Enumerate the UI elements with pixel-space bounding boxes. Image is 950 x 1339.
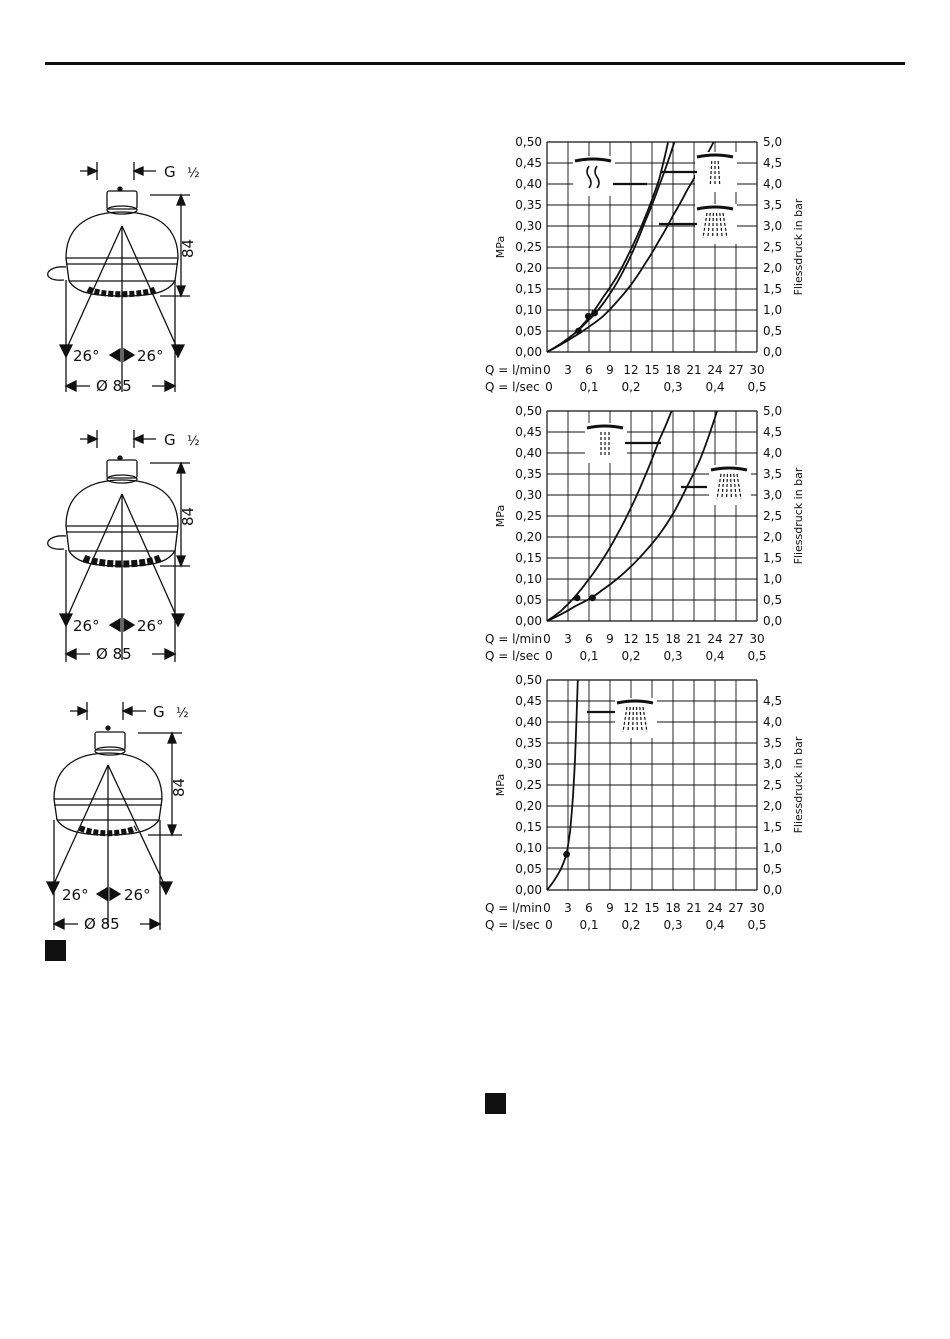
y2-tick-label: 1,0 [763, 572, 783, 586]
chart-2 [485, 404, 805, 663]
x-tick-lsec: 0,2 [621, 380, 641, 394]
x-axis-title-lsec: Q = l/sec [485, 918, 540, 932]
operating-point-marker [585, 313, 592, 320]
chart-1 [485, 135, 805, 394]
x-tick-lsec: 0,2 [621, 649, 641, 663]
y2-tick-label: 4,5 [763, 694, 783, 708]
x-tick-lmin: 30 [749, 363, 765, 377]
y2-tick-label: 1,5 [763, 551, 783, 565]
x-tick-lsec: 0 [545, 380, 553, 394]
operating-point-marker [563, 851, 570, 858]
y2-tick-label: 3,0 [763, 488, 783, 502]
thread-size-label: ½ [187, 166, 200, 181]
x-axis-title-lmin: Q = l/min [485, 632, 543, 646]
y2-tick-label: 3,5 [763, 467, 783, 481]
x-tick-lmin: 0 [543, 363, 551, 377]
y-tick-label: 0,20 [515, 261, 542, 275]
y2-tick-label: 3,0 [763, 219, 783, 233]
angle-left-label: 26° [62, 886, 89, 904]
x-tick-lsec: 0,5 [747, 918, 767, 932]
y-tick-label: 0,20 [515, 530, 542, 544]
y2-tick-label: 1,0 [763, 303, 783, 317]
x-tick-lmin: 18 [665, 901, 681, 915]
shower-head-drawing-1 [48, 162, 200, 395]
x-tick-lmin: 21 [686, 363, 702, 377]
y-tick-label: 0,20 [515, 799, 542, 813]
massage-jet-icon [695, 152, 737, 192]
x-tick-lmin: 12 [623, 632, 639, 646]
x-tick-lmin: 6 [585, 901, 593, 915]
x-tick-lmin: 24 [707, 363, 723, 377]
y2-axis-title: Fliessdruck in bar [792, 467, 805, 565]
y2-tick-label: 0,0 [763, 345, 783, 359]
x-tick-lsec: 0,3 [663, 918, 683, 932]
angle-right-label: 26° [124, 886, 151, 904]
diameter-label: Ø 85 [96, 645, 132, 663]
x-tick-lsec: 0,5 [747, 380, 767, 394]
y-tick-label: 0,25 [515, 778, 542, 792]
x-tick-lmin: 9 [606, 901, 614, 915]
y-tick-label: 0,10 [515, 303, 542, 317]
operating-point-marker [574, 595, 581, 602]
y-tick-label: 0,05 [515, 324, 542, 338]
y2-tick-label: 4,0 [763, 446, 783, 460]
y2-tick-label: 1,0 [763, 841, 783, 855]
chart-3 [485, 673, 805, 932]
rain-jet-icon [695, 204, 737, 244]
y-tick-label: 0,50 [515, 135, 542, 149]
rain-jet-icon [615, 698, 657, 738]
angle-right-label: 26° [137, 347, 164, 365]
angle-left-label: 26° [73, 347, 100, 365]
y2-tick-label: 4,0 [763, 715, 783, 729]
y2-axis-title: Fliessdruck in bar [792, 198, 805, 296]
thread-label: G [153, 703, 165, 721]
x-axis-title-lsec: Q = l/sec [485, 649, 540, 663]
x-axis-title-lsec: Q = l/sec [485, 380, 540, 394]
x-tick-lmin: 27 [728, 901, 744, 915]
angle-left-label: 26° [73, 617, 100, 635]
y-tick-label: 0,10 [515, 572, 542, 586]
x-axis-title-lmin: Q = l/min [485, 363, 543, 377]
y-tick-label: 0,00 [515, 883, 542, 897]
y-tick-label: 0,40 [515, 177, 542, 191]
y2-tick-label: 1,5 [763, 820, 783, 834]
y2-tick-label: 2,0 [763, 530, 783, 544]
y-tick-label: 0,15 [515, 551, 542, 565]
y-tick-label: 0,25 [515, 240, 542, 254]
y-tick-label: 0,00 [515, 614, 542, 628]
y-tick-label: 0,50 [515, 673, 542, 687]
thread-label: G [164, 431, 176, 449]
height-label: 84 [179, 506, 197, 526]
x-tick-lmin: 6 [585, 363, 593, 377]
y2-tick-label: 4,5 [763, 425, 783, 439]
height-label: 84 [170, 777, 188, 797]
y2-tick-label: 3,5 [763, 198, 783, 212]
y-tick-label: 0,45 [515, 156, 542, 170]
y2-tick-label: 1,5 [763, 282, 783, 296]
y-tick-label: 0,30 [515, 757, 542, 771]
diameter-label: Ø 85 [96, 377, 132, 395]
pressure-flow-charts [475, 130, 805, 940]
y2-tick-label: 2,0 [763, 261, 783, 275]
x-tick-lsec: 0,2 [621, 918, 641, 932]
x-tick-lsec: 0 [545, 918, 553, 932]
x-tick-lmin: 9 [606, 363, 614, 377]
y-tick-label: 0,35 [515, 467, 542, 481]
whirl-jet-icon [573, 156, 615, 196]
y-tick-label: 0,25 [515, 509, 542, 523]
y2-tick-label: 0,5 [763, 593, 783, 607]
x-tick-lmin: 12 [623, 363, 639, 377]
x-tick-lsec: 0,1 [579, 918, 599, 932]
x-tick-lsec: 0,4 [705, 918, 725, 932]
y-tick-label: 0,40 [515, 715, 542, 729]
angle-right-label: 26° [137, 617, 164, 635]
x-tick-lmin: 24 [707, 632, 723, 646]
height-label: 84 [179, 238, 197, 258]
y2-tick-label: 0,5 [763, 862, 783, 876]
x-tick-lsec: 0,4 [705, 380, 725, 394]
y-tick-label: 0,30 [515, 219, 542, 233]
y-tick-label: 0,50 [515, 404, 542, 418]
y-tick-label: 0,45 [515, 425, 542, 439]
y-tick-label: 0,40 [515, 446, 542, 460]
x-tick-lmin: 3 [564, 363, 572, 377]
x-tick-lmin: 27 [728, 632, 744, 646]
x-tick-lmin: 15 [644, 901, 660, 915]
x-tick-lmin: 3 [564, 901, 572, 915]
y2-tick-label: 0,5 [763, 324, 783, 338]
y-axis-title: MPa [494, 235, 507, 259]
y-tick-label: 0,30 [515, 488, 542, 502]
y-tick-label: 0,05 [515, 862, 542, 876]
x-tick-lsec: 0,1 [579, 380, 599, 394]
diameter-label: Ø 85 [84, 915, 120, 933]
x-tick-lsec: 0,3 [663, 380, 683, 394]
x-tick-lsec: 0,4 [705, 649, 725, 663]
y2-tick-label: 4,0 [763, 177, 783, 191]
x-tick-lmin: 6 [585, 632, 593, 646]
operating-point-marker [575, 328, 582, 335]
thread-label: G [164, 163, 176, 181]
y-tick-label: 0,10 [515, 841, 542, 855]
y-tick-label: 0,35 [515, 198, 542, 212]
y-axis-title: MPa [494, 773, 507, 797]
y-axis-title: MPa [494, 504, 507, 528]
y2-tick-label: 0,0 [763, 883, 783, 897]
y2-tick-label: 3,5 [763, 736, 783, 750]
y2-tick-label: 2,0 [763, 799, 783, 813]
y2-axis-title: Fliessdruck in bar [792, 736, 805, 834]
x-tick-lmin: 9 [606, 632, 614, 646]
operating-point-marker [589, 595, 596, 602]
x-tick-lmin: 0 [543, 632, 551, 646]
x-tick-lsec: 0,5 [747, 649, 767, 663]
x-tick-lsec: 0,1 [579, 649, 599, 663]
operating-point-marker [591, 310, 598, 317]
x-tick-lmin: 15 [644, 632, 660, 646]
x-tick-lmin: 18 [665, 363, 681, 377]
x-tick-lmin: 3 [564, 632, 572, 646]
x-tick-lmin: 30 [749, 901, 765, 915]
y2-tick-label: 2,5 [763, 240, 783, 254]
narrow-jet-icon [585, 423, 627, 463]
x-tick-lmin: 0 [543, 901, 551, 915]
section-marker-left [45, 940, 66, 961]
y-tick-label: 0,00 [515, 345, 542, 359]
rain-jet-icon [709, 465, 751, 505]
x-tick-lmin: 18 [665, 632, 681, 646]
y-tick-label: 0,15 [515, 282, 542, 296]
y2-tick-label: 2,5 [763, 778, 783, 792]
y2-tick-label: 3,0 [763, 757, 783, 771]
y2-tick-label: 5,0 [763, 404, 783, 418]
y-tick-label: 0,35 [515, 736, 542, 750]
x-tick-lmin: 15 [644, 363, 660, 377]
thread-size-label: ½ [187, 434, 200, 449]
dimension-drawings [0, 0, 440, 980]
x-tick-lmin: 21 [686, 632, 702, 646]
y2-tick-label: 2,5 [763, 509, 783, 523]
y2-tick-label: 0,0 [763, 614, 783, 628]
x-tick-lsec: 0 [545, 649, 553, 663]
shower-head-drawing-2 [48, 430, 200, 663]
y-tick-label: 0,15 [515, 820, 542, 834]
x-tick-lmin: 12 [623, 901, 639, 915]
y2-tick-label: 5,0 [763, 135, 783, 149]
y-tick-label: 0,05 [515, 593, 542, 607]
x-tick-lmin: 24 [707, 901, 723, 915]
x-tick-lmin: 21 [686, 901, 702, 915]
y-tick-label: 0,45 [515, 694, 542, 708]
y2-tick-label: 4,5 [763, 156, 783, 170]
thread-size-label: ½ [176, 706, 189, 721]
x-tick-lmin: 27 [728, 363, 744, 377]
x-axis-title-lmin: Q = l/min [485, 901, 543, 915]
shower-head-drawing-3 [47, 702, 189, 933]
section-marker-right [485, 1093, 506, 1114]
x-tick-lmin: 30 [749, 632, 765, 646]
x-tick-lsec: 0,3 [663, 649, 683, 663]
